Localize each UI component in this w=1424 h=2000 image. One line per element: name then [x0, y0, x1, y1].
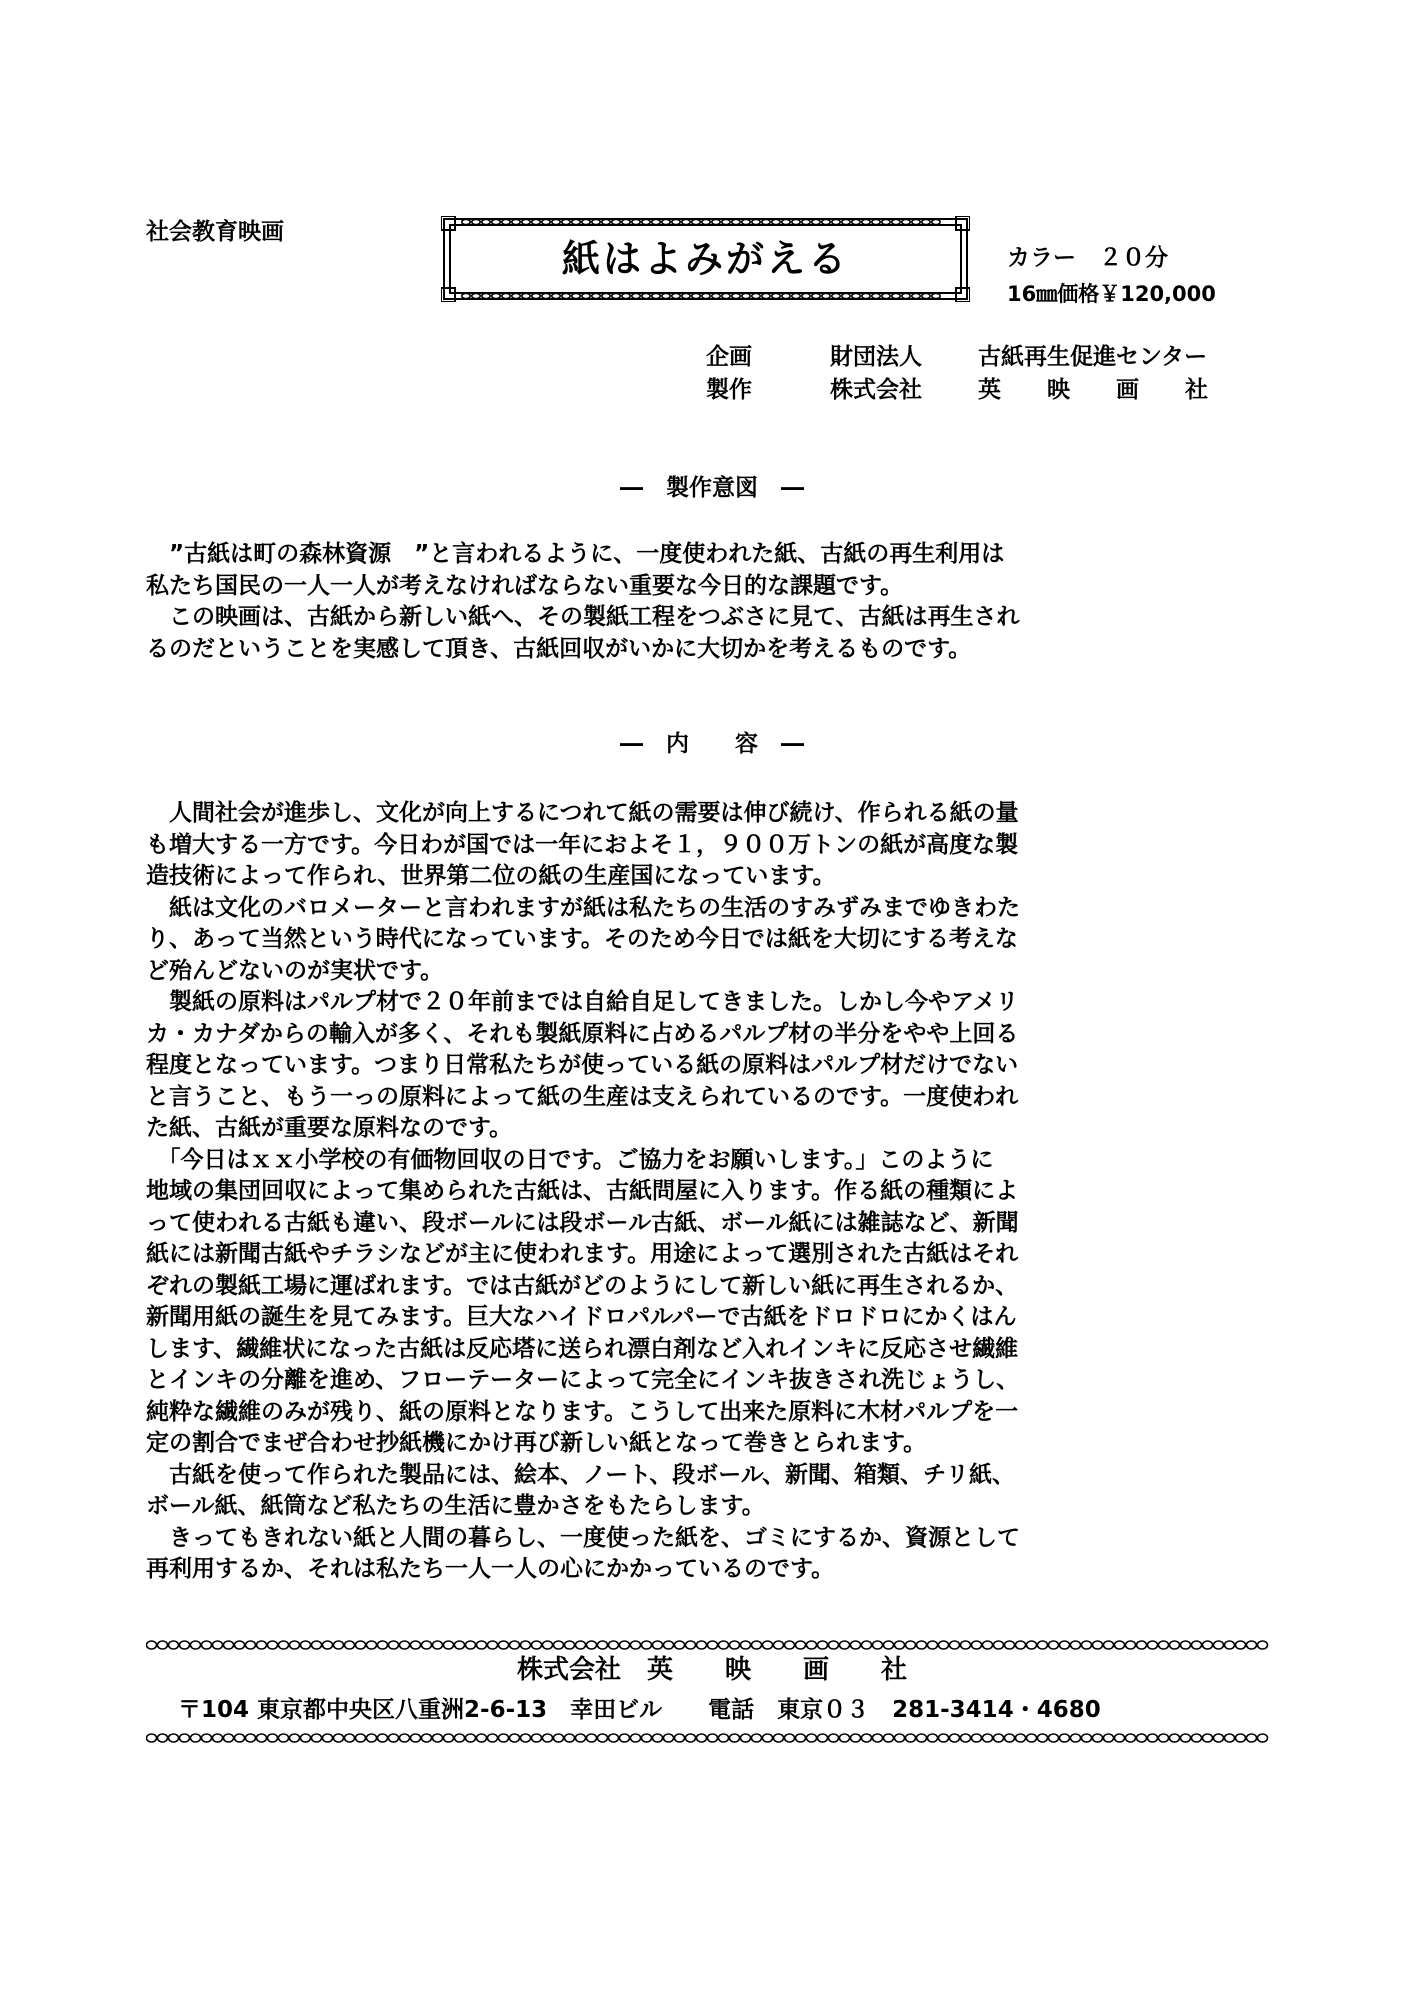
section-heading-intent: ― 製作意図 ―: [620, 475, 804, 501]
text-line: 製紙の原料はパルプ材で２０年前までは自給自足してきました。しかし今やアメリ: [146, 989, 1019, 1015]
credit-name: 英 映 画 社: [978, 377, 1208, 403]
credit-org-type: 株式会社: [830, 377, 922, 403]
text-line: ボール紙、紙筒など私たちの生活に豊かさをもたらします。: [146, 1493, 765, 1519]
content-paragraph: [146, 798, 1276, 1586]
footer-address: 〒104 東京都中央区八重洲2-6-13 幸田ビル 電話 東京０３ 281-3414・4680: [178, 1697, 1101, 1723]
text-line: ”古紙は町の森林資源 ”と言われるように、一度使われた紙、古紙の再生利用は: [146, 541, 1005, 567]
text-line: 純粋な繊維のみが残り、紙の原料となります。こうして出来た原料に木材パルプを一: [146, 1398, 1019, 1425]
text-line: も増大する一方です。今日わが国では一年におよそ１，９００万トンの紙が高度な製: [146, 831, 1019, 858]
text-line: この映画は、古紙から新しい紙へ、その製紙工程をつぶさに見て、古紙は再生され: [146, 604, 1020, 630]
section-heading-content: ― 内 容 ―: [620, 731, 804, 757]
chain-divider-icon: [146, 1638, 1276, 1652]
text-line: とインキの分離を進め、フローテーターによって完全にインキ抜きされ洗じょうし、: [146, 1367, 1020, 1393]
text-line: 造技術によって作られ、世界第二位の紙の生産国になっています。: [146, 863, 836, 889]
text-line: 地域の集団回収によって集められた古紙は、古紙問屋に入ります。作る紙の種類によ: [146, 1178, 1019, 1204]
text-line: 「今日はｘｘ小学校の有価物回収の日です。ご協力をお願いします。」このように: [146, 1146, 994, 1173]
text-line: と言うこと、もう一っの原料によって紙の生産は支えられているのです。一度使われ: [146, 1083, 1019, 1110]
intent-paragraph: [146, 539, 1276, 665]
chain-ornament-top: [462, 219, 940, 224]
text-line: 再利用するか、それは私たち一人一人の心にかかっているのです。: [146, 1556, 835, 1582]
credit-role: 製作: [706, 377, 752, 403]
text-line: 人間社会が進歩し、文化が向上するにつれて紙の需要は伸び続け、作られる紙の量: [146, 800, 1019, 826]
text-line: きってもきれない紙と人間の暮らし、一度使った紙を、ゴミにするか、資源として: [146, 1524, 1020, 1551]
text-line: り、あって当然という時代になっています。そのため今日では紙を大切にする考えな: [146, 926, 1018, 952]
text-line: 私たち国民の一人一人が考えなければならない重要な今日的な課題です。: [146, 572, 904, 599]
text-line: ぞれの製紙工場に運ばれます。では古紙がどのようにして新しい紙に再生されるか、: [146, 1272, 1019, 1299]
text-line: 定の割合でまぜ合わせ抄紙機にかけ再び新しい紙となって巻きとられます。: [146, 1430, 927, 1456]
credit-name: 古紙再生促進センター: [978, 344, 1208, 370]
text-line: た紙、古紙が重要な原料なのです。: [146, 1115, 513, 1141]
film-category: 社会教育映画: [146, 219, 284, 245]
text-line: 紙には新聞古紙やチラシなどが主に使われます。用途によって選別された古紙はそれ: [146, 1241, 1019, 1267]
footer-company: 株式会社 英 映 画 社: [516, 1655, 907, 1685]
text-line: 古紙を使って作られた製品には、絵本、ノート、段ボール、新聞、箱類、チリ紙、: [146, 1461, 1015, 1488]
film-title: 紙はよみがえる: [561, 236, 849, 281]
color-duration: カラー ２０分: [1007, 245, 1168, 271]
film-price: 16㎜価格￥120,000: [1007, 282, 1216, 306]
text-line: って使われる古紙も違い、段ボールには段ボール古紙、ボール紙には雑誌など、新聞: [146, 1209, 1019, 1236]
text-line: 新聞用紙の誕生を見てみます。巨大なハイドロパルパーで古紙をドロドロにかくはん: [146, 1304, 1017, 1330]
credit-org-type: 財団法人: [830, 344, 922, 370]
text-line: カ・カナダからの輸入が多く、それも製紙原料に占めるパルプ材の半分をやや上回る: [146, 1020, 1019, 1047]
text-line: るのだということを実感して頂き、古紙回収がいかに大切かを考えるものです。: [146, 635, 972, 662]
text-line: 紙は文化のバロメーターと言われますが紙は私たちの生活のすみずみまでゆきわた: [146, 894, 1020, 921]
text-line: 程度となっています。つまり日常私たちが使っている紙の原料はパルプ材だけでない: [146, 1052, 1019, 1078]
credit-role: 企画: [706, 344, 752, 370]
text-line: ど殆んどないのが実状です。: [146, 957, 444, 984]
text-line: します、繊維状になった古紙は反応塔に送られ漂白剤など入れインキに反応させ繊維: [146, 1335, 1019, 1362]
title-frame: [441, 216, 970, 302]
chain-ornament-bottom: [462, 293, 940, 298]
chain-divider-icon: [146, 1731, 1276, 1745]
